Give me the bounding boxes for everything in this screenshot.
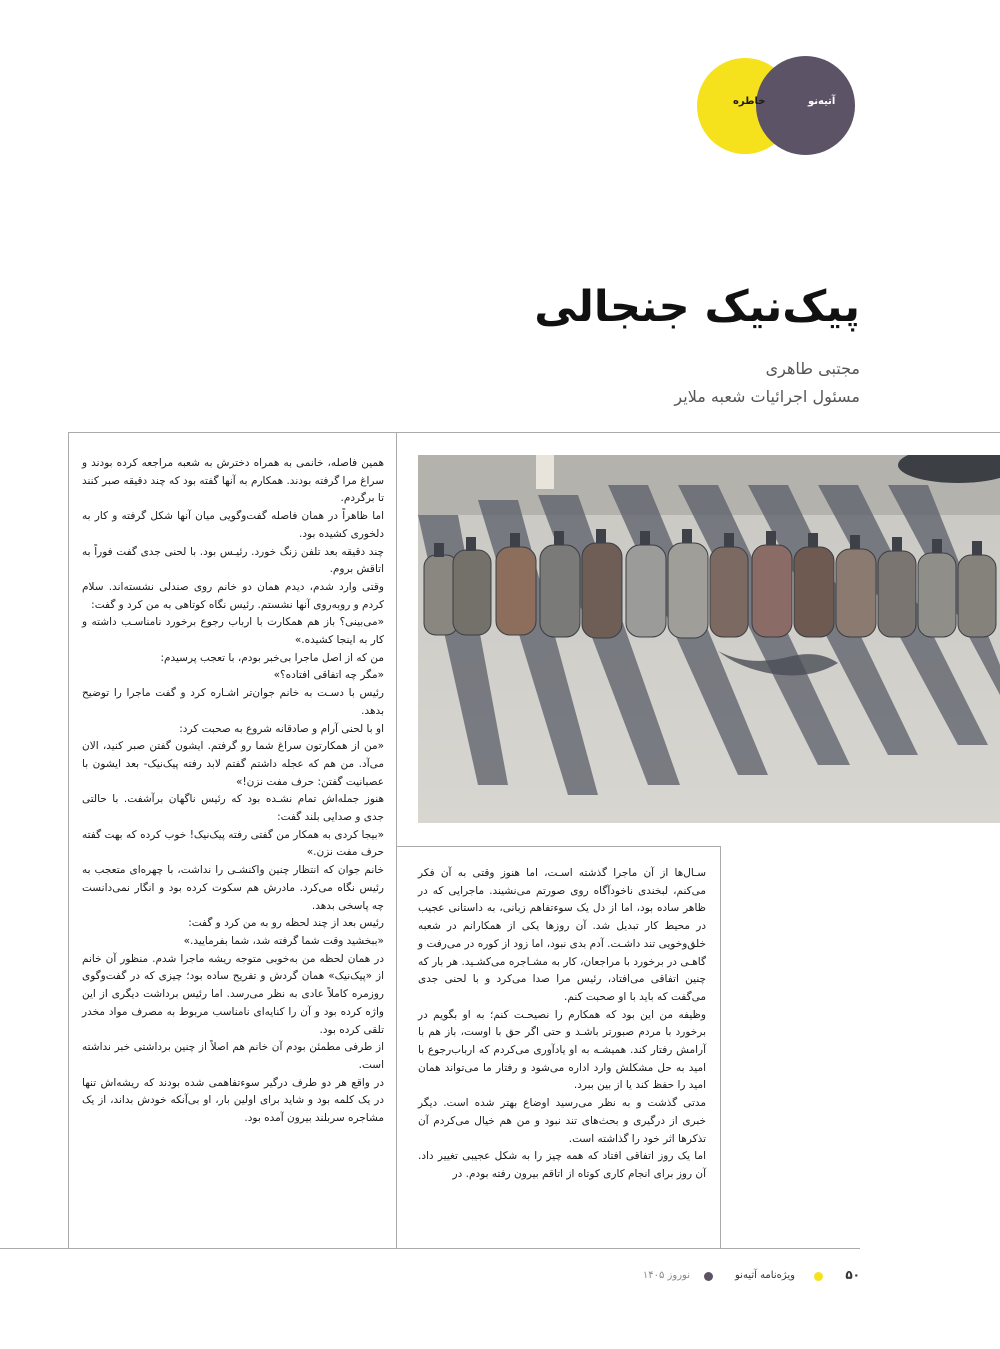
section-label: آتیه‌نو (808, 96, 836, 107)
paragraph: چند دقیقه بعد تلفن زنگ خورد. رئیـس بود. با لحنی جدی گفت فوراً به اتاقش بروم. (82, 545, 384, 576)
article-column-left (82, 455, 384, 1128)
yellow-dot-icon (814, 1272, 823, 1281)
paragraph: «می‌بینی؟ باز هم همکارت با ارباب رجوع برخورد نامناسـب داشته و کار به اینجا کشیده.» (82, 616, 384, 647)
paragraph: وظیفه من این بود که همکارم را نصیحـت کنم؛ به او بگویم در برخورد با مردم صبورتر باشـد و حتی اگر حق با اوست، باز هم با آرامش رفتار کند. همیشـه به او یادآوری می‌کردم که ارباب‌رجوع با امید به حل مشکلش وارد اداره می‌شود و رفتار ما می‌تواند همان امید را حفظ کند یا از بین ببرد. (418, 1008, 706, 1092)
right-column-divider (720, 846, 721, 1248)
middle-column-divider (396, 432, 397, 1248)
magazine-name: ویژه‌نامه آتیه‌نو (735, 1270, 795, 1281)
page-number: ۵۰ (845, 1268, 860, 1282)
article-column-middle (418, 865, 706, 1184)
paragraph: مدتی گذشت و به نظر می‌رسید اوضاع بهتر شده است. دیگر خبری از درگیری و بحث‌های تند نبود و من هم خیال می‌کردم آن تذکرها اثر خود را گذاشته است. (418, 1097, 706, 1145)
paragraph: من که از اصل ماجرا بی‌خبر بودم، با تعجب پرسیدم: (160, 651, 384, 664)
article-title: پیک‌نیک جنجالی (534, 282, 860, 332)
paragraph: «من از همکارتون سراغ شما رو گرفتم. ایشون گفتن صبر کنید، الان می‌آد. من هم که عجله داشتم گفتم لابد رفته پیک‌نیک- بعد ایشون با عصبانیت گفتن: حرف مفت نزن!» (82, 740, 384, 788)
middle-column-rule (396, 846, 720, 847)
grey-dot-icon (704, 1272, 713, 1281)
paragraph: در واقع هر دو طرف درگیر سوءتفاهمی شده بودند که ریشه‌اش تنها در یک کلمه بود و شاید برای اولین بار، او بی‌آنکه خودش بداند، از یک مشاجره سربلند بیرون آمده بود. (82, 1076, 384, 1125)
paragraph: اما یک روز اتفاقی افتاد که همه چیز را به شکل عجیبی تغییر داد. آن روز برای انجام کاری کوتاه از اتاقم بیرون رفته بودم. در (418, 1150, 706, 1180)
bottom-rule (0, 1248, 860, 1249)
paragraph: وقتی وارد شدم، دیدم همان دو خانم روی صندلی نشسته‌اند. سلام کردم و روبه‌روی آنها نشستم. رئیس نگاه کوتاهی به من کرد و گفت: (82, 580, 384, 611)
top-rule (68, 432, 1000, 433)
paragraph: از طرفی مطمئن بودم آن خانم هم اصلاً از چنین برداشتی خبر نداشته است. (82, 1041, 384, 1071)
paragraph: هنوز جمله‌اش تمام نشـده بود که رئیس ناگهان برآشفت. با حالتی جدی و صدایی بلند گفت: (82, 793, 384, 824)
paragraph: «ببخشید وقت شما گرفته شد، شما بفرمایید.» (183, 934, 384, 947)
paragraph: خانم جوان که انتظار چنین واکنشـی را نداشت، با چهره‌ای متعجب به رئیس نگاه می‌کرد. مادرش هم سکوت کرده بود و انگار نمی‌دانست چه پاسخی بدهد. (82, 864, 384, 912)
paragraph: اما ظاهراً در همان فاصله گفت‌وگویی میان آنها شکل گرفته و کار به دلخوری کشیده بود. (82, 510, 384, 540)
paragraph: رئیس با دسـت به خانم جوان‌تر اشـاره کرد و گفت ماجرا را توضیح بدهد. (82, 687, 384, 717)
paragraph: «بیجا کردی به همکار من گفتی رفته پیک‌نیک! خوب کرده که بهت گفته حرف مفت نزن.» (82, 828, 384, 859)
paragraph: همین فاصله، خانمی به همراه دخترش به شعبه مراجعه کرده بودند و سراغ مرا گرفته بودند. همکارم به آنها گفته بود که چند دقیقه صبر کنند تا برگردم. (82, 457, 384, 505)
paragraph: «مگر چه اتفاقی افتاده؟» (273, 669, 384, 682)
author-name: مجتبی طاهری (765, 359, 860, 378)
issue-label: نوروز ۱۴۰۵ (642, 1270, 690, 1281)
grey-decor-circle (756, 56, 855, 155)
author-role: مسئول اجرائیات شعبه ملایر (674, 387, 860, 406)
gas-cylinders-photo (418, 455, 1000, 823)
paragraph: رئیس بعد از چند لحظه رو به من کرد و گفت: (188, 917, 384, 930)
paragraph: در همان لحظه من به‌خوبی متوجه ریشه ماجرا شدم. منظور آن خانم از «پیک‌نیک» همان گردش و تفریح ساده بود؛ چیزی که در گفت‌وگوی روزمره کاملاً عادی به نظر می‌رسد. اما رئیس برداشت دیگری از این واژه کرده بود و آن را کنایه‌ای نامناسب مربوط به مصرف مواد مخدر تلقی کرده بود. (82, 952, 384, 1036)
paragraph: او با لحنی آرام و صادقانه شروع به صحبت کرد: (179, 722, 384, 735)
category-label: خاطره (733, 96, 766, 107)
left-column-divider (68, 432, 69, 1248)
paragraph: سـال‌ها از آن ماجرا گذشته اسـت، اما هنوز وقتی به آن فکر می‌کنم، لبخندی ناخودآگاه روی صورتم می‌نشیند. ماجرایی که در ظاهر ساده بود، اما از دل یک سوءتفاهم زبانی، به داستانی عجیب در محیط کار تبدیل شد. آن روزها یکی از همکارانم در شعبه خلق‌وخویی تند داشـت. آدم بدی نبود، اما زود از کوره در می‌رفت و گاهـی در برخورد با مراجعان، کار به مشـاجره می‌کشـید. هر بار که چنین اتفاقی می‌افتاد، رئیس مرا صدا می‌کرد و با لحنی جدی می‌گفت که باید با او صحبت کنم. (418, 867, 706, 1003)
